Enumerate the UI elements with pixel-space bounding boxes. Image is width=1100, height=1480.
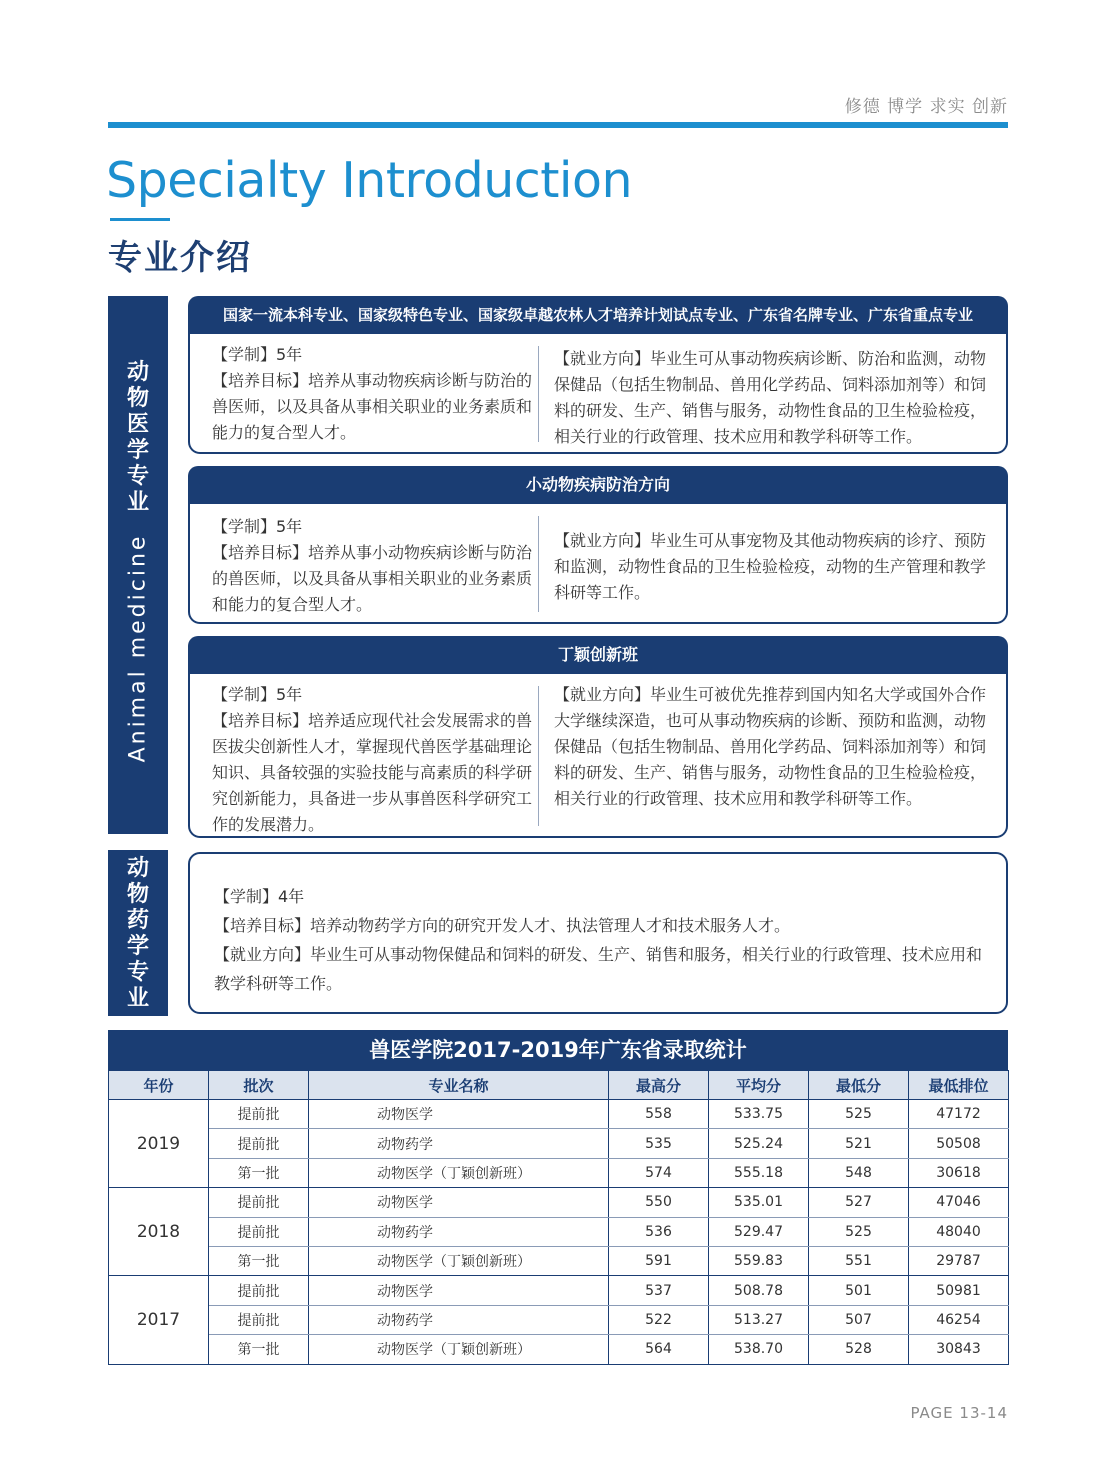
name-cell: 动物医学（丁颖创新班） — [309, 1158, 609, 1187]
max-cell: 574 — [609, 1158, 709, 1187]
goal-text: 【培养目标】培养动物药学方向的研究开发人才、执法管理人才和技术服务人才。 — [214, 916, 791, 935]
section-main-left — [212, 342, 532, 446]
year-cell: 2018 — [109, 1188, 209, 1276]
table-header-row — [109, 1071, 1009, 1100]
stats-table — [108, 1070, 1009, 1365]
batch-cell: 提前批 — [209, 1129, 309, 1158]
page-title-en: Specialty Introduction — [106, 152, 633, 209]
table-row — [109, 1100, 1009, 1129]
table-row — [109, 1335, 1009, 1364]
duration-text: 【学制】5年 — [212, 517, 303, 536]
table-row — [109, 1305, 1009, 1334]
avg-cell: 555.18 — [709, 1158, 809, 1187]
batch-cell: 第一批 — [209, 1158, 309, 1187]
col-header-avg: 平均分 — [709, 1071, 809, 1100]
min-cell: 521 — [809, 1129, 909, 1158]
year-cell: 2019 — [109, 1100, 209, 1188]
min-cell: 528 — [809, 1335, 909, 1364]
max-cell: 522 — [609, 1305, 709, 1334]
name-cell: 动物医学 — [309, 1276, 609, 1305]
top-rule — [108, 122, 1008, 128]
avg-cell: 525.24 — [709, 1129, 809, 1158]
min-cell: 548 — [809, 1158, 909, 1187]
section-dingying-header: 丁颖创新班 — [188, 636, 1008, 674]
rank-cell: 46254 — [909, 1305, 1009, 1334]
section-pharmacy-box — [188, 852, 1008, 1014]
rank-cell: 48040 — [909, 1217, 1009, 1246]
batch-cell: 提前批 — [209, 1100, 309, 1129]
goal-text: 【培养目标】培养从事小动物疾病诊断与防治的兽医师，以及具备从事相关职业的业务素质和能力的复合型人才。 — [212, 543, 533, 614]
rank-cell: 30618 — [909, 1158, 1009, 1187]
duration-text: 【学制】4年 — [214, 887, 305, 906]
name-cell: 动物医学 — [309, 1188, 609, 1217]
career-text: 【就业方向】毕业生可从事宠物及其他动物疾病的诊疗、预防和监测，动物性食品的卫生检验检疫，动物的生产管理和教学科研等工作。 — [554, 531, 987, 602]
batch-cell: 提前批 — [209, 1188, 309, 1217]
batch-cell: 提前批 — [209, 1305, 309, 1334]
avg-cell: 559.83 — [709, 1246, 809, 1275]
school-motto: 修德 博学 求实 创新 — [844, 97, 1008, 117]
max-cell: 550 — [609, 1188, 709, 1217]
min-cell: 527 — [809, 1188, 909, 1217]
sidebar-animal-medicine-en: Animal medicine — [125, 533, 151, 763]
table-row — [109, 1158, 1009, 1187]
batch-cell: 提前批 — [209, 1276, 309, 1305]
career-text: 【就业方向】毕业生可从事动物疾病诊断、防治和监测，动物保健品（包括生物制品、兽用化学药品、饲料添加剂等）和饲料的研发、生产、销售与服务，动物性食品的卫生检验检疫，相关行业的行政管理、技术应用和教学科研等工作。 — [554, 349, 987, 446]
title-underline — [110, 218, 170, 221]
section-dingying-left — [212, 682, 532, 838]
page-number: PAGE 13-14 — [910, 1404, 1008, 1422]
name-cell: 动物药学 — [309, 1305, 609, 1334]
duration-text: 【学制】5年 — [212, 345, 303, 364]
max-cell: 591 — [609, 1246, 709, 1275]
avg-cell: 508.78 — [709, 1276, 809, 1305]
rank-cell: 47172 — [909, 1100, 1009, 1129]
stats-title: 兽医学院2017-2019年广东省录取统计 — [108, 1030, 1008, 1070]
min-cell: 525 — [809, 1100, 909, 1129]
avg-cell: 533.75 — [709, 1100, 809, 1129]
batch-cell: 第一批 — [209, 1246, 309, 1275]
rank-cell: 29787 — [909, 1246, 1009, 1275]
min-cell: 525 — [809, 1217, 909, 1246]
name-cell: 动物药学 — [309, 1217, 609, 1246]
min-cell: 507 — [809, 1305, 909, 1334]
section-pharmacy-text — [214, 882, 994, 998]
section-small-animal-body — [188, 504, 1008, 624]
table-row — [109, 1188, 1009, 1217]
rank-cell: 30843 — [909, 1335, 1009, 1364]
table-row — [109, 1217, 1009, 1246]
batch-cell: 提前批 — [209, 1217, 309, 1246]
avg-cell: 513.27 — [709, 1305, 809, 1334]
section-main-right — [554, 346, 990, 450]
sidebar-animal-medicine-cn: 动 物 医 学 专 业 — [126, 360, 149, 515]
year-cell: 2017 — [109, 1276, 209, 1364]
section-small-animal-left — [212, 514, 532, 618]
table-row — [109, 1246, 1009, 1275]
page-title-cn: 专业介绍 — [108, 238, 252, 278]
goal-text: 【培养目标】培养从事动物疾病诊断与防治的兽医师，以及具备从事相关职业的业务素质和能力的复合型人才。 — [212, 371, 533, 442]
max-cell: 537 — [609, 1276, 709, 1305]
table-row — [109, 1276, 1009, 1305]
section-dingying-body — [188, 674, 1008, 838]
table-row — [109, 1129, 1009, 1158]
section-main-header: 国家一流本科专业、国家级特色专业、国家级卓越农林人才培养计划试点专业、广东省名牌专业、广东省重点专业 — [188, 296, 1008, 334]
avg-cell: 538.70 — [709, 1335, 809, 1364]
name-cell: 动物医学（丁颖创新班） — [309, 1246, 609, 1275]
max-cell: 536 — [609, 1217, 709, 1246]
col-header-year: 年份 — [109, 1071, 209, 1100]
section-small-animal-header: 小动物疾病防治方向 — [188, 466, 1008, 504]
col-header-rank: 最低排位 — [909, 1071, 1009, 1100]
section-dingying-right — [554, 682, 990, 812]
batch-cell: 第一批 — [209, 1335, 309, 1364]
max-cell: 558 — [609, 1100, 709, 1129]
col-header-min: 最低分 — [809, 1071, 909, 1100]
goal-text: 【培养目标】培养适应现代社会发展需求的兽医拔尖创新性人才，掌握现代兽医学基础理论知识、具备较强的实验技能与高素质的科学研究创新能力，具备进一步从事兽医科学研究工作的发展潜力。 — [212, 711, 533, 834]
min-cell: 551 — [809, 1246, 909, 1275]
name-cell: 动物药学 — [309, 1129, 609, 1158]
col-header-batch: 批次 — [209, 1071, 309, 1100]
column-divider — [538, 346, 539, 442]
rank-cell: 50981 — [909, 1276, 1009, 1305]
admission-stats — [108, 1030, 1008, 1365]
sidebar-animal-pharmacy — [108, 850, 168, 1016]
career-text: 【就业方向】毕业生可从事动物保健品和饲料的研发、生产、销售和服务，相关行业的行政管理、技术应用和教学科研等工作。 — [214, 945, 983, 993]
column-divider — [538, 516, 539, 612]
avg-cell: 529.47 — [709, 1217, 809, 1246]
name-cell: 动物医学（丁颖创新班） — [309, 1335, 609, 1364]
max-cell: 535 — [609, 1129, 709, 1158]
career-text: 【就业方向】毕业生可被优先推荐到国内知名大学或国外合作大学继续深造，也可从事动物疾病的诊断、预防和监测，动物保健品（包括生物制品、兽用化学药品、饲料添加剂等）和饲料的研发、生产、销售与服务，动物性食品的卫生检验检疫，相关行业的行政管理、技术应用和教学科研等工作。 — [554, 685, 987, 808]
column-divider — [538, 686, 539, 826]
rank-cell: 47046 — [909, 1188, 1009, 1217]
section-main-body — [188, 334, 1008, 454]
col-header-max: 最高分 — [609, 1071, 709, 1100]
section-small-animal-right — [554, 528, 990, 606]
rank-cell: 50508 — [909, 1129, 1009, 1158]
duration-text: 【学制】5年 — [212, 685, 303, 704]
name-cell: 动物医学 — [309, 1100, 609, 1129]
max-cell: 564 — [609, 1335, 709, 1364]
sidebar-animal-pharmacy-cn: 动 物 药 学 专 业 — [126, 856, 149, 1011]
col-header-name: 专业名称 — [309, 1071, 609, 1100]
sidebar-animal-medicine — [108, 296, 168, 834]
avg-cell: 535.01 — [709, 1188, 809, 1217]
min-cell: 501 — [809, 1276, 909, 1305]
